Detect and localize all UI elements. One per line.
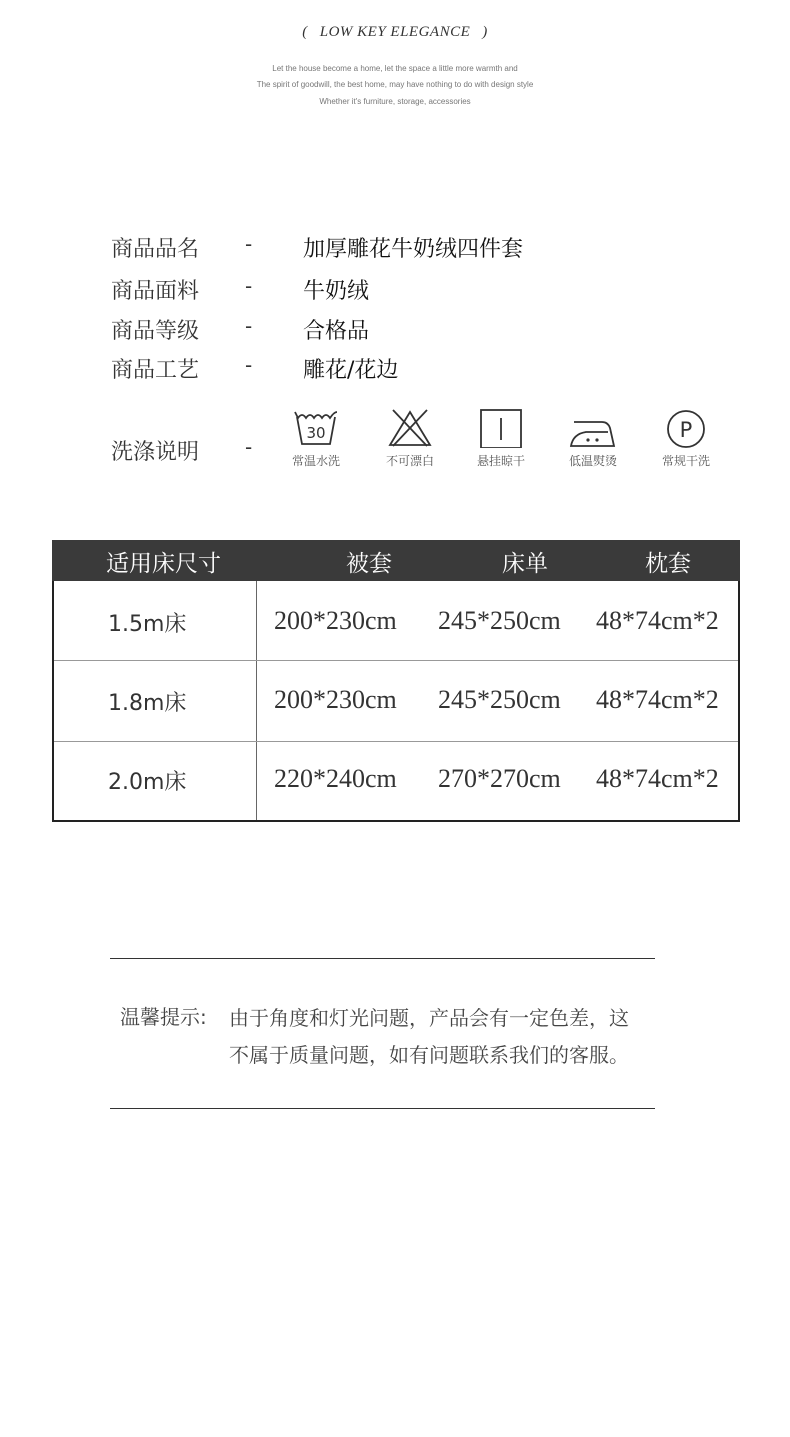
low-iron-icon (568, 408, 618, 448)
table-header-cell: 枕套 (645, 551, 691, 577)
header-line-1: Let the house become a home, let the space a little more warmth and (272, 64, 518, 73)
table-cell: 1.5m床 (108, 612, 187, 637)
info-label: 商品等级 (111, 319, 200, 344)
info-dash: - (245, 314, 253, 338)
paren-open: ( (302, 24, 308, 40)
svg-text:30: 30 (306, 424, 326, 442)
care-item-hang (471, 408, 531, 469)
table-row-divider (54, 741, 738, 742)
header-line-3: Whether it's furniture, storage, accessories (319, 97, 471, 106)
table-cell: 245*250cm (438, 685, 561, 714)
table-cell: 200*230cm (274, 606, 397, 635)
care-item-label: 悬挂晾干 (476, 454, 525, 468)
info-value: 雕花/花边 (303, 358, 399, 383)
table-cell: 245*250cm (438, 606, 561, 635)
care-item-label: 常温水洗 (291, 454, 340, 468)
table-cell: 220*240cm (274, 764, 397, 793)
care-item-label: 不可漂白 (385, 454, 434, 468)
table-cell: 270*270cm (438, 764, 561, 793)
table-header-cell: 被套 (346, 551, 392, 577)
dry-clean-icon (663, 408, 709, 448)
info-value: 加厚雕花牛奶绒四件套 (303, 237, 524, 262)
table-header (52, 540, 740, 581)
table-cell: 1.8m床 (108, 691, 187, 716)
table-column-divider (256, 581, 257, 820)
brand-slogan: LOW KEY ELEGANCE (319, 24, 471, 40)
table-header-cell: 适用床尺寸 (106, 551, 221, 577)
header-line-2: The spirit of goodwill, the best home, may have nothing to do with design style (256, 80, 534, 89)
divider-bottom (110, 1108, 655, 1109)
hang-dry-icon (478, 408, 524, 448)
care-item-bleach (380, 408, 440, 469)
table-cell: 48*74cm*2 (596, 606, 719, 635)
care-item-dryclean (656, 408, 716, 469)
info-dash: - (245, 353, 253, 377)
table-cell: 2.0m床 (108, 770, 187, 795)
table-row-divider (54, 660, 738, 661)
care-item-label: 常规干洗 (661, 454, 710, 468)
table-header-cell: 床单 (502, 551, 548, 577)
care-dash: - (245, 435, 253, 459)
care-label: 洗涤说明 (111, 440, 200, 465)
table-cell: 48*74cm*2 (596, 685, 719, 714)
care-item-iron (563, 408, 623, 469)
no-bleach-icon (387, 408, 433, 448)
info-value: 牛奶绒 (303, 279, 370, 304)
table-cell: 48*74cm*2 (596, 764, 719, 793)
info-dash: - (245, 274, 253, 298)
care-item-wash (286, 408, 346, 469)
size-table (52, 540, 740, 822)
header-title (0, 24, 790, 41)
info-label: 商品面料 (111, 279, 200, 304)
info-dash: - (245, 232, 253, 256)
care-item-label: 低温熨烫 (568, 454, 617, 468)
info-value: 合格品 (303, 319, 370, 344)
divider-top (110, 958, 655, 959)
paren-close: ) (482, 24, 488, 40)
tip-line-2: 不属于质量问题，如有问题联系我们的客服。 (229, 1043, 629, 1067)
svg-text:P: P (679, 418, 693, 442)
wash-30-icon (293, 408, 339, 448)
tip-label: 温馨提示: (120, 1005, 207, 1029)
table-cell: 200*230cm (274, 685, 397, 714)
tip-line-1: 由于角度和灯光问题，产品会有一定色差，这 (229, 1006, 629, 1030)
info-label: 商品品名 (111, 237, 200, 262)
info-label: 商品工艺 (111, 358, 200, 383)
